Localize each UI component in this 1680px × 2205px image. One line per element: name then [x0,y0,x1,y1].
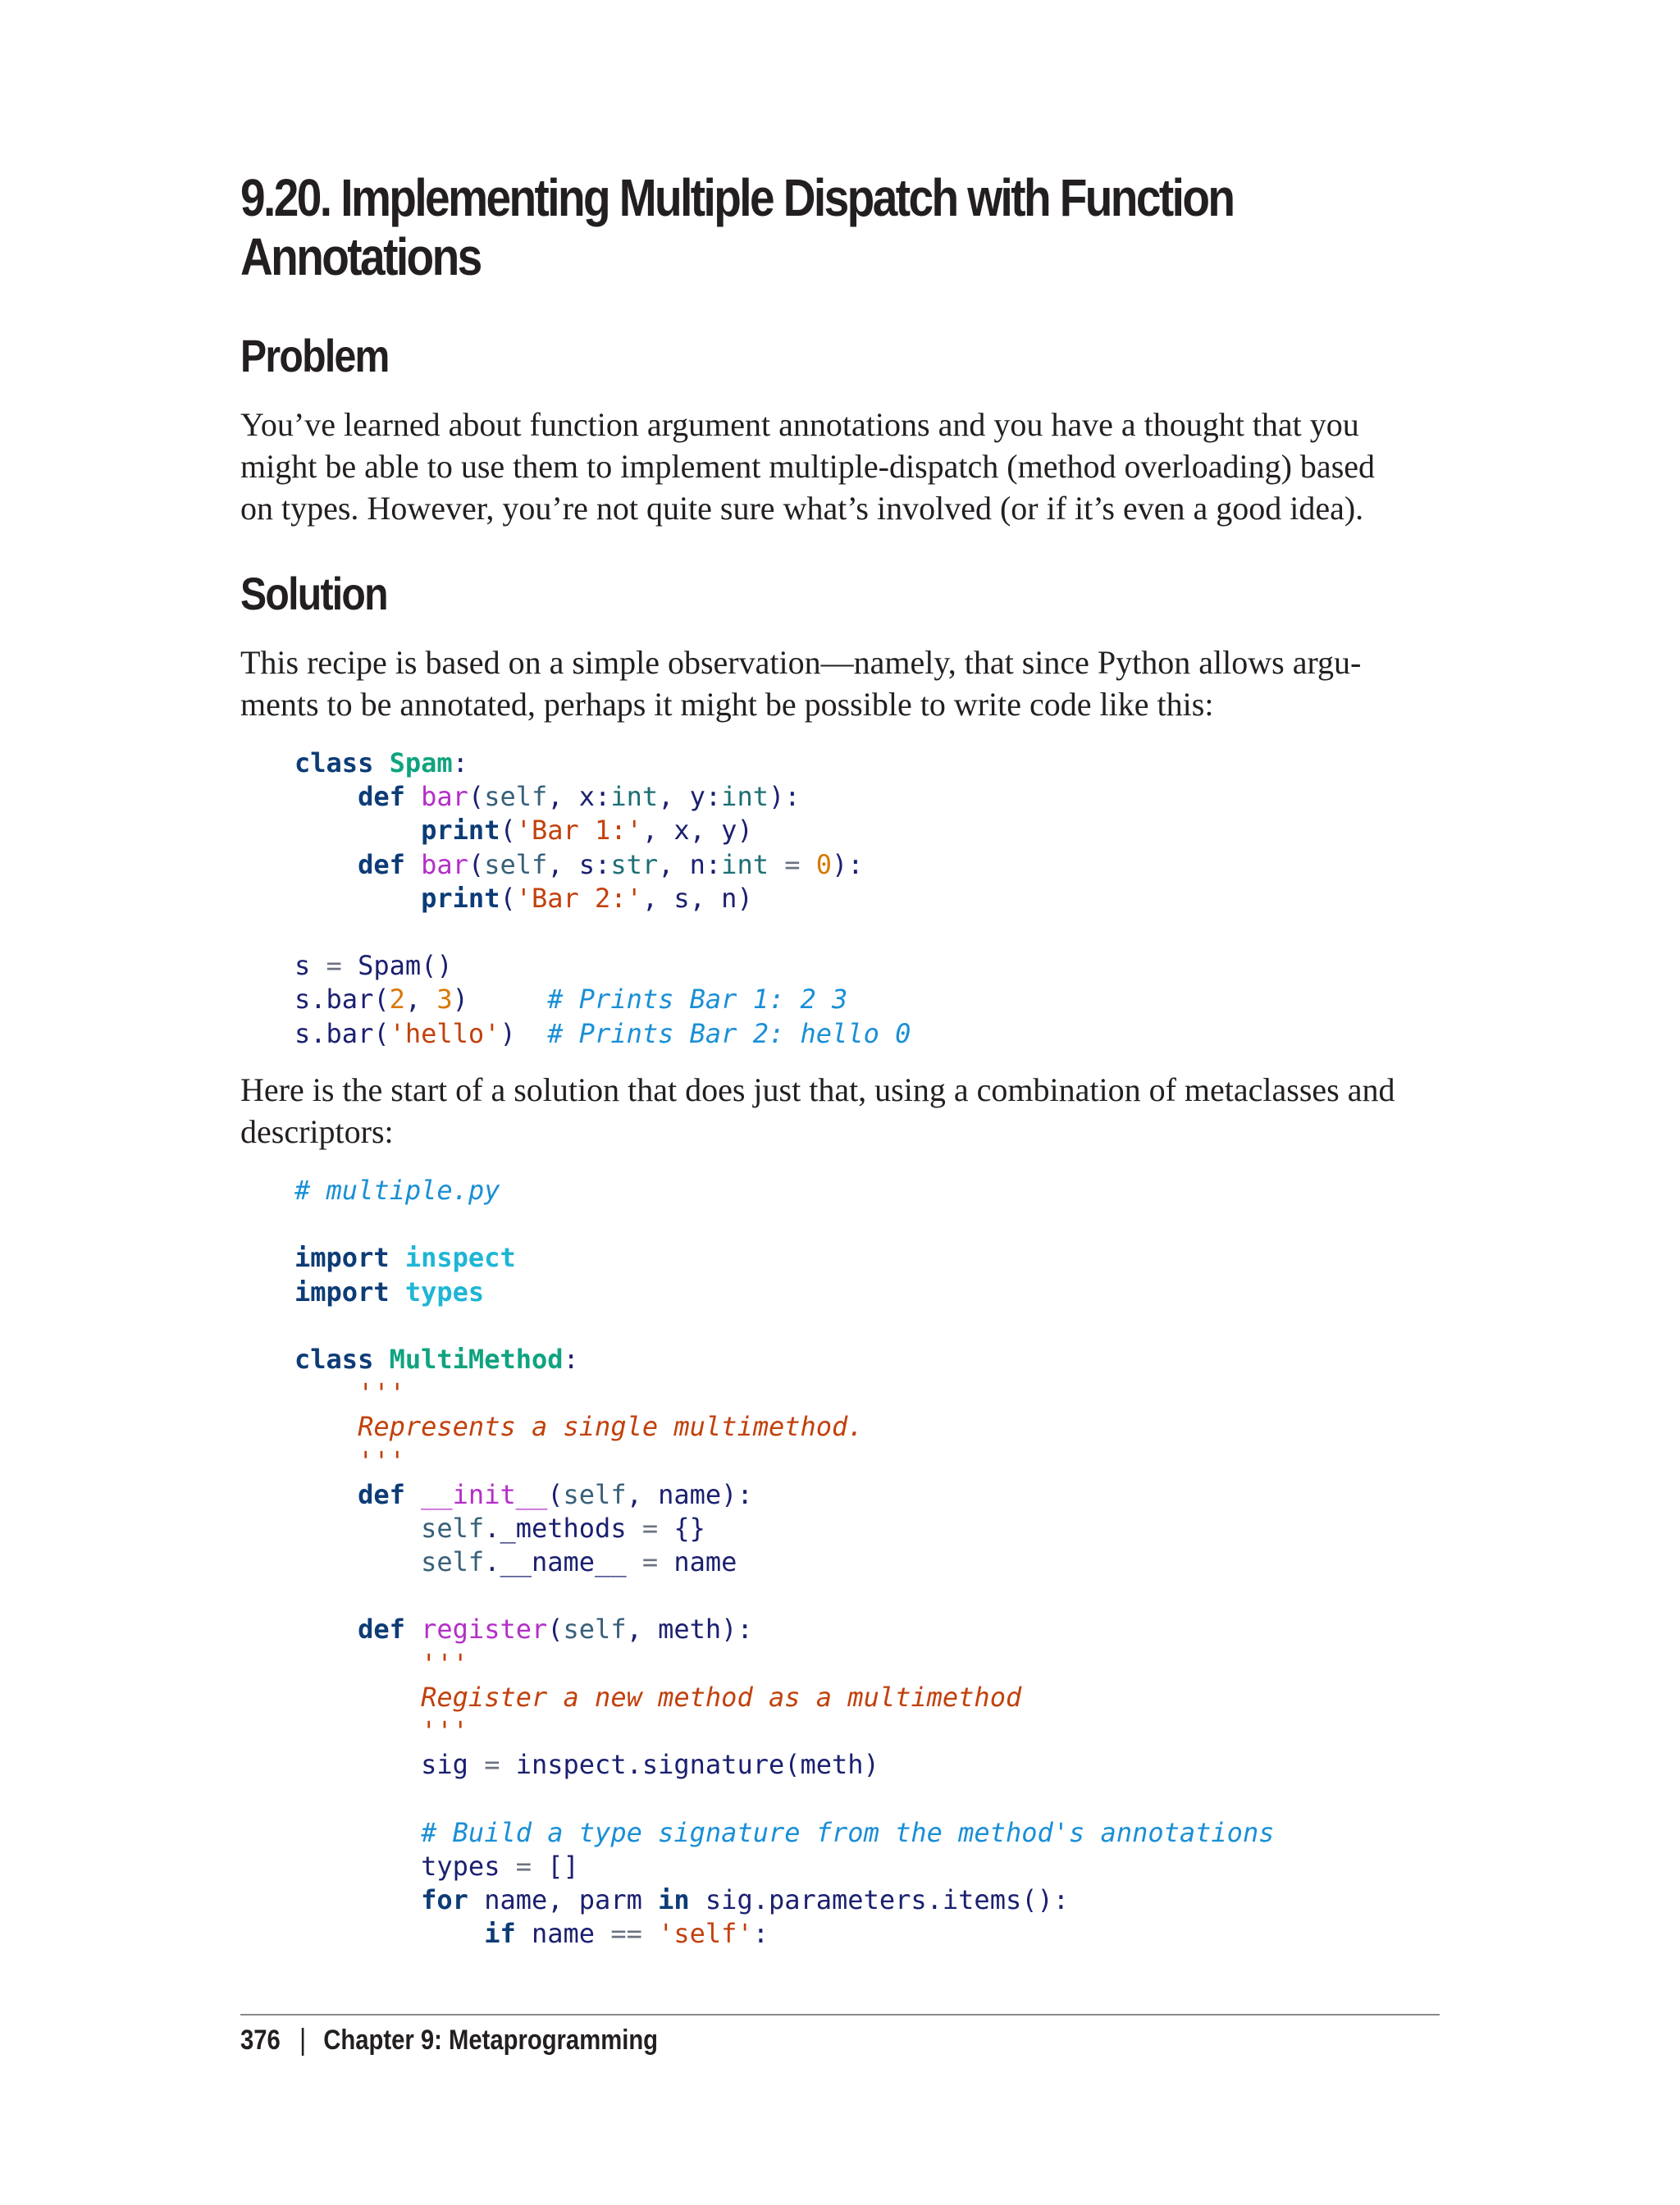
code-multimethod-line: Register a new method as a multimethod [294,1681,1022,1713]
code-example-multimethod [294,1174,1274,1951]
code-multimethod-line: ''' [421,1715,468,1746]
code-multimethod-line [294,1579,1274,1613]
code-spam-line: s = Spam() [294,950,453,982]
code-example-spam [294,746,911,1051]
code-spam-line: def bar(self, s:str, n:int = 0): [358,848,864,880]
solution-intro-line-2: ments to be annotated, perhaps it might be possible to write code like this: [240,686,1214,723]
footer-divider [240,2014,1440,2016]
code-multimethod-line: Represents a single multimethod. [294,1411,864,1443]
code-spam-line [294,915,911,949]
page-footer [240,2024,658,2057]
solution-followup-line-1: Here is the start of a solution that does just that, using a combination of metaclasses and [240,1071,1395,1108]
code-spam-line: class Spam: [294,747,468,778]
code-multimethod-line: import types [294,1276,485,1308]
code-multimethod-line [294,1782,1274,1815]
solution-heading: Solution [240,568,387,619]
code-multimethod-line: ''' [358,1377,405,1409]
chapter-title: Chapter 9: Metaprogramming [323,2025,659,2056]
code-multimethod-line: def register(self, meth): [358,1614,753,1646]
code-multimethod-line: if name == 'self': [484,1918,769,1950]
section-title-line-2: Annotations [240,227,481,286]
code-multimethod-line: self.__name__ = name [421,1546,737,1578]
code-multimethod-line: def __init__(self, name): [358,1478,753,1510]
solution-followup-line-2: descriptors: [240,1113,394,1150]
section-title-line-1: 9.20. Implementing Multiple Dispatch with Function [240,168,1234,227]
code-multimethod-line [294,1309,1274,1343]
code-multimethod-line: ''' [421,1647,468,1679]
code-spam-line: print('Bar 2:', s, n) [421,882,753,914]
section-title [240,168,1299,286]
code-multimethod-line: class MultiMethod: [294,1343,579,1375]
code-multimethod-line: sig = inspect.signature(meth) [421,1749,879,1781]
code-multimethod-line [294,1208,1274,1241]
page-number: 376 [240,2025,281,2056]
code-multimethod-line: ''' [358,1445,405,1477]
code-spam-line: print('Bar 1:', x, y) [421,815,753,847]
code-multimethod-line: self._methods = {} [421,1512,705,1544]
code-multimethod-line: for name, parm in sig.parameters.items(): [421,1883,1070,1915]
code-spam-line: def bar(self, x:int, y:int): [358,781,801,813]
problem-heading: Problem [240,330,389,381]
code-spam-line: s.bar('hello') # Prints Bar 2: hello 0 [294,1017,911,1049]
solution-intro-paragraph [240,641,1440,725]
code-multimethod-line: # Build a type signature from the method's annotations [421,1816,1275,1848]
problem-line-1: You’ve learned about function argument annotations and you have a thought that you [240,406,1359,443]
solution-intro-line-1: This recipe is based on a simple observation—namely, that since Python allows argu- [240,644,1362,681]
code-multimethod-line: types = [] [421,1850,579,1882]
problem-paragraph [240,404,1440,529]
code-multimethod-line: # multiple.py [294,1175,500,1206]
problem-line-2: might be able to use them to implement multiple-dispatch (method overloading) based [240,448,1376,485]
problem-line-3: on types. However, you’re not quite sure what’s involved (or if it’s even a good idea). [240,490,1364,527]
solution-followup-paragraph [240,1069,1440,1153]
code-spam-line: s.bar(2, 3) # Prints Bar 1: 2 3 [294,984,848,1016]
footer-separator [302,2028,304,2056]
code-multimethod-line: import inspect [294,1242,516,1274]
